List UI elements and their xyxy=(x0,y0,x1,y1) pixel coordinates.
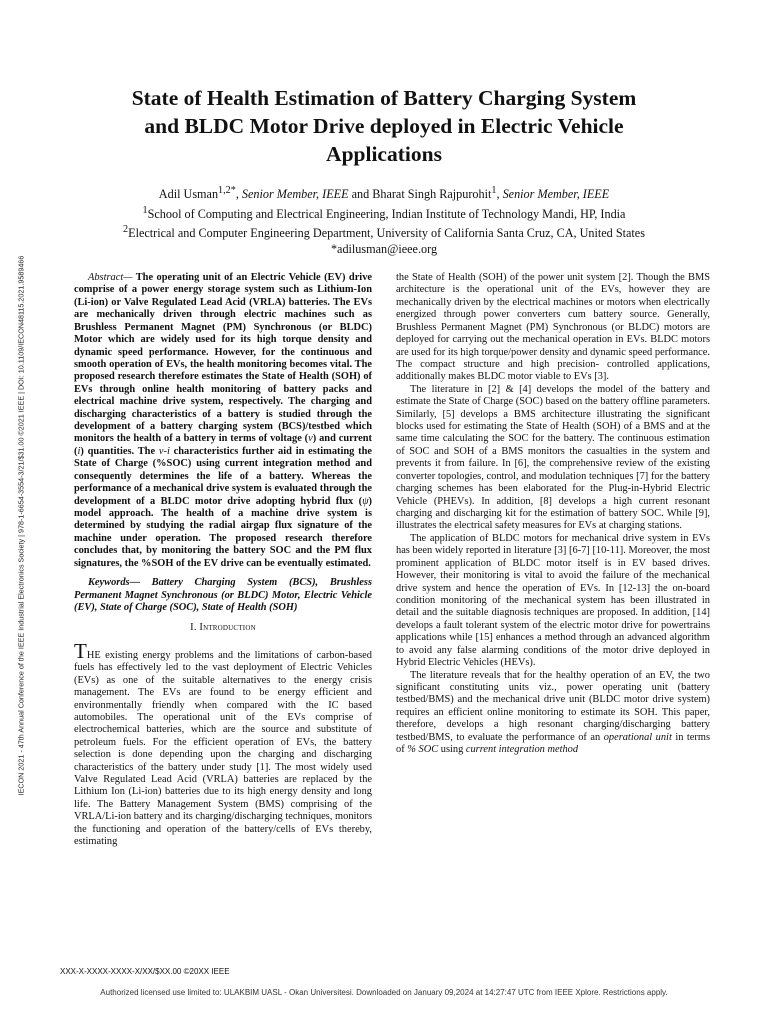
right-paragraph-1: the State of Health (SOH) of the power unit system [2]. Though the BMS architecture is the operational unit of the EVs, however they are mechanically driven by the electrical machines or motors when electrically energized through power converters cum battery source. Generally, Brushless Permanent Magnet (PM) Synchronous (or BLDC) motors are deployed for carrying out the mechanical operation in EVs. BLDC motors are used for its high torque/power density and dynamic speed performance. The compact structure and high precision- controlled applications, additionally makes BLDC motor viable to EVs [3]. xyxy=(396,272,710,383)
abstract-paragraph: Abstract— The operating unit of an Electric Vehicle (EV) drive comprise of a power energy storage system such as Lithium-Ion (Li-ion) or Valve Regulated Lead Acid (VRLA) batteries. The EVs are mechanically driven through electric machines such as Brushless Permanent Magnet (PM) Synchronous (or BLDC) Motor which are widely used for its high torque density and dynamic speed performance. However, for the continuous and smooth operation of EVs, the health monitoring becomes vital. The proposed research therefore estimates the State of Health (SOH) of EVs through online health monitoring of battery packs and electrical machine drive system, respectively. The charging and discharging characteristics of a battery is studied through the development of a battery charging system (BCS)/testbed which monitors the health of a battery in terms of voltage (v) and current (i) quantities. The v-i characteristics further aid in estimating the State of Charge (%SOC) using current integration method and consequently determines the life of a battery. Whereas the performance of a mechanical drive system is evaluated through the development of a BLDC motor drive adopting hybrid flux (ψ) model approach. The health of a machine drive system is determined by studying the radial airgap flux signature of the machine under operation. The proposed research therefore concludes that, by monitoring the battery SOC and the PM flux signatures, the %SOH of the EV drive can be eventually estimated. xyxy=(74,272,373,569)
abstract-label: Abstract— xyxy=(88,272,133,283)
drop-cap: T xyxy=(74,638,87,663)
author-1-name: Adil Usman xyxy=(158,187,219,202)
author-block xyxy=(64,183,704,257)
side-doi-strip xyxy=(6,160,36,890)
author-2-role: , Senior Member, IEEE xyxy=(496,187,610,202)
author-1-role: , Senior Member, IEEE xyxy=(235,187,349,202)
affiliation-2: $^2$Electrical and Computer Engineering Department, University of California Santa Cruz, CA, United States xyxy=(123,224,645,241)
right-column xyxy=(396,272,710,756)
author-2-name: and Bharat Singh Rajpurohit xyxy=(348,187,492,202)
keywords-paragraph: Keywords— Battery Charging System (BCS), Brushless Permanent Magnet Synchronous (or BLDC) Motor, Electric Vehicle (EV), State of Charge (SOC), State of Health (SOH) xyxy=(74,577,372,613)
intro-paragraph: THE existing energy problems and the limitations of carbon-based fuels has effectively led to the vast deployment of Electric Vehicles (EVs) as one of the suitable alternatives to the energy crisis management. The EVs are found to be energy efficient and environmentally friendly when compared with the IC based automobiles. The operational unit of the EVs comprise of electrochemical batteries, which are the source and substitute of petroleum fuels. For the efficient operation of EVs, the battery selection is done depending upon the charging and discharging characteristics of the battery under study [1]. The most widely used Valve Regulated Lead Acid (VRLA) batteries are replaced by the Lithium Ion (Li-ion) batteries due to its high energy density and long life. The Battery Management System (BMS) comprising of the VRLA/Li-ion battery and its charging/discharging techniques, monitors the functioning and operation of the battery/cells of EVs thereby, estimating xyxy=(74,638,372,848)
right-paragraph-4: The literature reveals that for the healthy operation of an EV, the two significant constituting units viz., power operating unit (battery testbed/BMS) and the mechanical drive unit (BLDC motor drive system) requires an efficient online monitoring to estimate its SOH. This paper, therefore, develops a high resonant charging/discharging battery testbed/BMS, to evaluate the performance of an operational unit in terms of % SOC using current integration method xyxy=(396,669,710,756)
title-line-1: State of Health Estimation of Battery Charging System xyxy=(131,86,637,110)
right-paragraph-2: The literature in [2] & [4] develops the model of the battery and estimate the State of Charge (SOC) based on the battery offline parameters. Similarly, [5] develops a BMS architecture illustrating the significant blocks used for estimating the State of Health (SOH) of a BMS and at the same time calculating the SOC for the battery. The continuous estimation of SOC and SOH of a BMS monitors the casualties in the system and prevents it from failure. In [6], the comprehensive review of the existing converter topologies, control, and modulation techniques [7] for the battery charging schemes has been elaborated for the Plug-in-Hybrid Electric Vehicle (PHEVs). In addition, [8] develops a high current resonant charging and discharging kit for the estimation of battery SOC. While [9], illustrates the electrical safety measures for EVs at charging stations. xyxy=(396,383,710,532)
title-line-3: Applications xyxy=(326,142,442,166)
affiliation-1: $^1$School of Computing and Electrical Engineering, Indian Institute of Technology Mandi, HP, India xyxy=(142,204,626,221)
copyright-line: XXX-X-XXXX-XXXX-X/XX/$XX.00 ©20XX IEEE xyxy=(60,967,230,976)
left-column xyxy=(74,272,372,849)
author-1-sup: 1,2* xyxy=(218,185,236,196)
paper-title xyxy=(64,84,704,168)
right-paragraph-3: The application of BLDC motors for mechanical drive system in EVs has been widely reported in literature [3] [6-7] [10-11]. Moreover, the most prominent application of BLDC motor itself is in EV based drives. However, their monitoring is vital to avoid the failure of the mechanical drive system and hence the operation of EVs. In [12-13] the on-board condition monitoring of the mechanical system has been illustrated in detail and the suitable diagnosis techniques are proposed. In addition, [14] develops a fault tolerant system of the electric motor drive for powertrains applications while [15] enhances a method through an advanced algorithm to avoid any false alarming conditions of the motor drive deployed in Hybrid Electric Vehicles (HEVs). xyxy=(396,532,710,669)
author-email: *adilusman@ieee.org xyxy=(330,241,438,256)
download-footer: Authorized licensed use limited to: ULAKBIM UASL - Okan Universitesi. Downloaded on January 09,2024 at 14:27:47 UTC from IEEE Xplore. Restrictions apply. xyxy=(100,988,668,997)
author-2-sup: 1 xyxy=(491,185,497,196)
section-heading-introduction: I. Introduction xyxy=(190,622,256,634)
title-line-2: and BLDC Motor Drive deployed in Electric Vehicle xyxy=(144,114,624,138)
side-doi-text: IECON 2021 - 47th Annual Conference of the IEEE Industrial Electronics Society | 978-1-6654-3554-3/21/$31.00 ©2021 IEEE | DOI: 10.1109/IECON48115.2021.9589466 xyxy=(16,255,26,795)
author-line xyxy=(64,183,704,203)
